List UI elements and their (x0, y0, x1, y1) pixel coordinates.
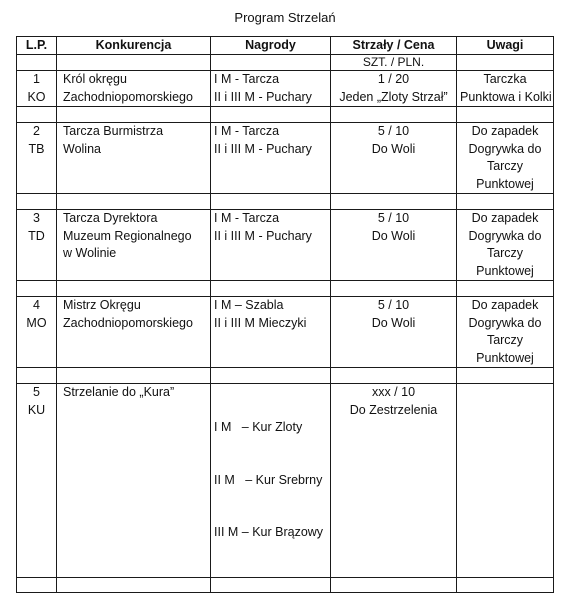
shots-price-cell: xxx / 10 Do Zestrzelenia (331, 384, 457, 578)
table-row (17, 210, 554, 281)
row-number: 4 (33, 298, 40, 312)
prizes-cell: I M – Szabla II i III M Mieczyki (211, 297, 331, 368)
prizes-cell: I M - Tarcza II i III M - Puchary (211, 123, 331, 194)
header-competition: Konkurencja (57, 37, 211, 55)
prizes-cell: I M - Tarcza II i III M - Puchary (211, 210, 331, 281)
row-number: 5 (33, 385, 40, 399)
header-lp: L.P. (17, 37, 57, 55)
spacer-row (17, 107, 554, 123)
row-number: 1 (33, 72, 40, 86)
competition-cell: Król okręgu Zachodniopomorskiego (57, 71, 211, 107)
competition-cell: Mistrz Okręgu Zachodniopomorskiego (57, 297, 211, 368)
row-number: 3 (33, 211, 40, 225)
row-number-cell (17, 210, 57, 281)
row-code: KU (27, 402, 46, 417)
shots-price-cell: 5 / 10 Do Woli (331, 210, 457, 281)
table-header-row (17, 37, 554, 55)
row-code: MO (26, 315, 47, 330)
row-number-cell (17, 297, 57, 368)
header-prizes: Nagrody (211, 37, 331, 55)
competition-cell: Tarcza Burmistrza Wolina (57, 123, 211, 194)
shots-price-cell: 5 / 10 Do Woli (331, 297, 457, 368)
row-number-cell (17, 71, 57, 107)
competition-cell: Tarcza Dyrektora Muzeum Regionalnego w Wolinie (57, 210, 211, 281)
header-notes: Uwagi (457, 37, 554, 55)
subheader-units: SZT. / PLN. (331, 55, 457, 71)
row-code: KO (27, 89, 46, 104)
program-table (16, 36, 554, 593)
row-number: 2 (33, 124, 40, 138)
spacer-row (17, 194, 554, 210)
row-code: TB (28, 141, 45, 156)
row-number-cell (17, 384, 57, 578)
competition-cell: Strzelanie do „Kura” (57, 384, 211, 578)
spacer-row (17, 281, 554, 297)
notes-cell: Do zapadek Dogrywka do Tarczy Punktowej (457, 123, 554, 194)
notes-cell: Do zapadek Dogrywka do Tarczy Punktowej (457, 210, 554, 281)
spacer-row (17, 577, 554, 592)
header-shots-price: Strzały / Cena (331, 37, 457, 55)
prizes-cell: I M – Kur Zloty II M – Kur Srebrny III M – Kur Brązowy (211, 384, 331, 578)
page-title: Program Strzelań (234, 10, 336, 25)
prizes-cell: I M - Tarcza II i III M - Puchary (211, 71, 331, 107)
table-row (17, 384, 554, 578)
notes-cell: Do zapadek Dogrywka do Tarczy Punktowej (457, 297, 554, 368)
table-row (17, 123, 554, 194)
notes-cell (457, 384, 554, 578)
row-number-cell (17, 123, 57, 194)
shots-price-cell: 5 / 10 Do Woli (331, 123, 457, 194)
spacer-row (17, 368, 554, 384)
subheader-row (17, 55, 554, 71)
notes-cell: Tarczka Punktowa i Kolki (457, 71, 554, 107)
shots-price-cell: 1 / 20 Jeden „Zloty Strzał” (331, 71, 457, 107)
table-row (17, 71, 554, 107)
row-code: TD (28, 228, 45, 243)
table-row (17, 297, 554, 368)
